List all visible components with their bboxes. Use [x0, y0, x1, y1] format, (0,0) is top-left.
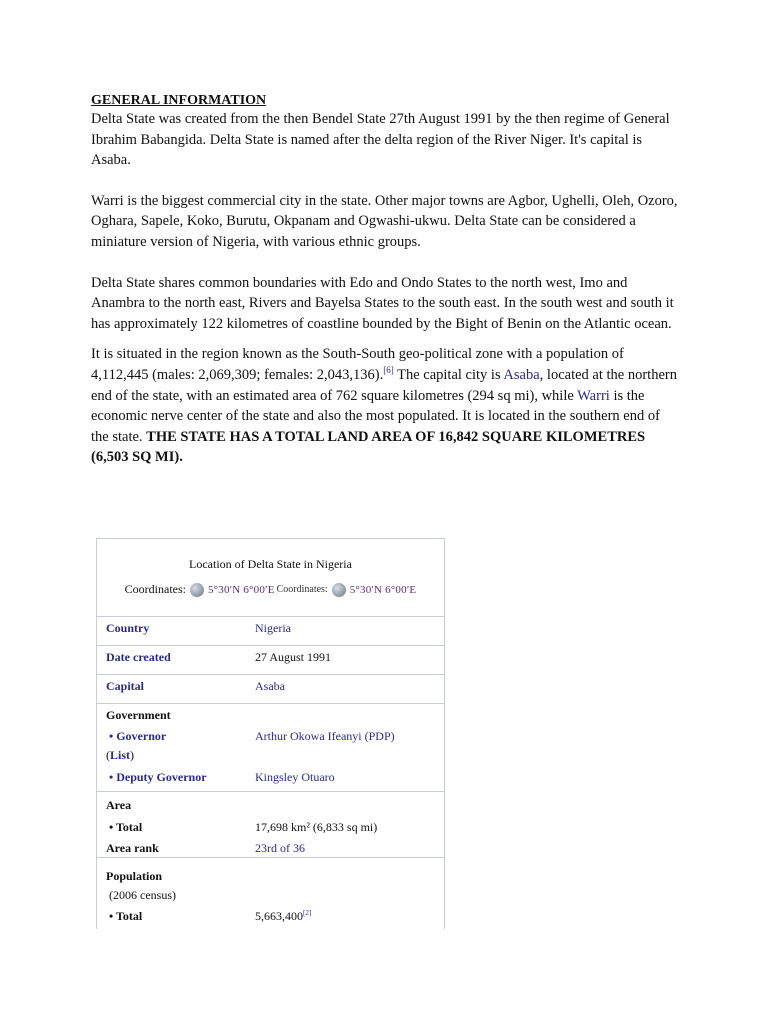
country-value[interactable]: Nigeria	[255, 621, 291, 635]
globe-icon[interactable]	[190, 583, 204, 597]
population-citation-link[interactable]: [2]	[303, 909, 312, 917]
globe-icon[interactable]	[332, 583, 346, 597]
paragraph-4	[91, 344, 681, 468]
area-rank-label: Area rank	[106, 841, 159, 855]
coordinates-label: Coordinates:	[124, 582, 186, 596]
infobox-caption: Location of Delta State in Nigeria	[189, 557, 352, 571]
governor-list-link[interactable]: List	[110, 748, 131, 762]
government-label: Government	[106, 708, 171, 722]
population-total-label: • Total	[109, 909, 143, 923]
date-created-value: 27 August 1991	[255, 650, 332, 664]
area-rank-value[interactable]: 23rd of 36	[255, 841, 305, 855]
warri-link[interactable]: Warri	[577, 387, 610, 404]
infobox	[96, 538, 445, 929]
citation-6-link[interactable]: [6]	[383, 365, 394, 376]
paragraph-4-text-2: The capital city is	[393, 366, 504, 383]
population-total-line	[255, 909, 311, 924]
infobox-row-population	[97, 857, 444, 929]
area-total-label: • Total	[109, 820, 143, 834]
capital-label[interactable]: Capital	[106, 679, 145, 693]
land-area-statement: THE STATE HAS A TOTAL LAND AREA OF 16,842 SQUARE KILOMETRES (6,503 SQ MI).	[91, 428, 646, 466]
infobox-row-area	[97, 791, 444, 858]
coordinates-value-2[interactable]: 5°30′N 6°00′E	[349, 583, 417, 596]
governor-list	[106, 748, 134, 763]
infobox-row-government	[97, 703, 444, 792]
list-open-paren: (	[106, 748, 110, 762]
paragraph-1: Delta State was created from the then Bendel State 27th August 1991 by the then regime of General Ibrahim Babangida. Delta State is named after the delta region of the River Niger. It's capital is Asaba.	[91, 111, 670, 169]
coordinates-value[interactable]: 5°30′N 6°00′E	[207, 583, 275, 596]
population-total-value: 5,663,400	[255, 909, 303, 923]
governor-label[interactable]: • Governor	[109, 729, 167, 743]
population-census: (2006 census)	[109, 888, 176, 902]
section-heading: GENERAL INFORMATION	[91, 93, 267, 108]
deputy-governor-label[interactable]: • Deputy Governor	[109, 770, 207, 784]
infobox-row-capital	[97, 674, 444, 704]
governor-party[interactable]: (PDP)	[361, 729, 395, 743]
asaba-link[interactable]: Asaba	[503, 366, 540, 383]
paragraph-2: Warri is the biggest commercial city in the state. Other major towns are Agbor, Ughelli, Oleh, Ozoro, Oghara, Sapele, Koko, Burutu, Okpanam and Ogwashi-ukwu. Delta State can be considered a miniature version of Nigeria, with various ethnic groups.	[91, 192, 678, 250]
governor-value[interactable]: Arthur Okowa Ifeanyi	[255, 729, 362, 743]
coordinates-line	[97, 582, 444, 597]
capital-value[interactable]: Asaba	[255, 679, 285, 693]
area-label: Area	[106, 798, 132, 812]
infobox-row-country	[97, 616, 444, 646]
paragraph-4-text-4: is the economic nerve center of the state and also the most populated. It is located in the southern end of the state.	[91, 387, 660, 445]
coordinates-label-2: Coordinates:	[276, 584, 328, 595]
deputy-governor-value[interactable]: Kingsley Otuaro	[255, 770, 335, 784]
area-total-value: 17,698 km² (6,833 sq mi)	[255, 820, 378, 834]
infobox-row-date-created	[97, 645, 444, 675]
country-label[interactable]: Country	[106, 621, 150, 635]
article-body	[91, 92, 681, 468]
paragraph-3: Delta State shares common boundaries with Edo and Ondo States to the north west, Imo and Anambra to the north east, Rivers and Bayelsa States to the south east. In the south west and south it has approximately 122 kilometres of coastline bounded by the Bight of Benin on the Atlantic ocean.	[91, 274, 674, 332]
paragraph-4-text-1: It is situated in the region known as the South-South geo-political zone with a population of 4,112,445 (males: 2,069,309; females: 2,043,136).	[91, 346, 624, 383]
paragraph-4-text-3: , located at the northern end of the state, with an estimated area of 762 square kilometres (294 sq mi), while	[91, 366, 677, 404]
date-created-label[interactable]: Date created	[106, 650, 171, 664]
list-close-paren: )	[130, 748, 135, 762]
population-label: Population	[106, 869, 163, 883]
governor-value-line	[255, 729, 395, 744]
